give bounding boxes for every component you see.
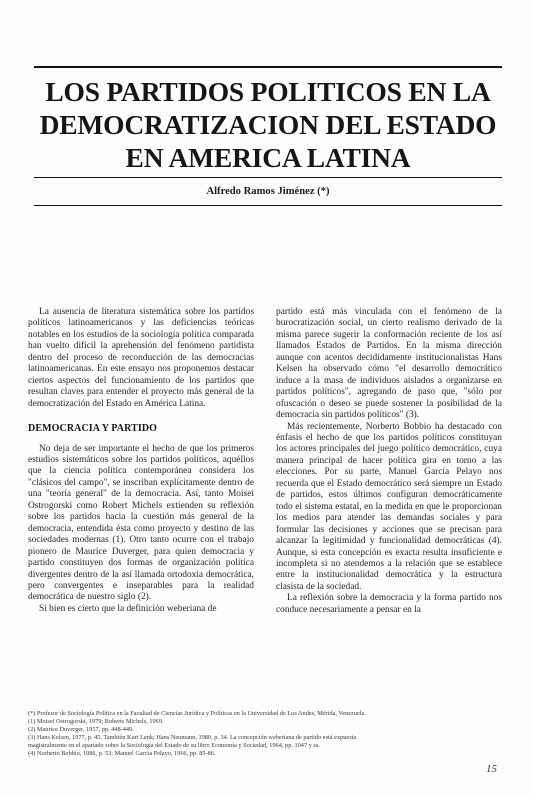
footnote: magistralmente en el apartado sobre la Sociología del Estado de su libro Economía y Sociedad, 1964, pp. 1047 y ss.	[28, 742, 320, 750]
footnote: (4) Norberto Bobbio, 1986, p. 53; Manuel García Pelayo, 1966, pp. 85-86.	[28, 750, 216, 758]
right-column	[276, 307, 502, 616]
title-line-1: LOS PARTIDOS POLITICOS EN LA	[45, 76, 491, 107]
body-paragraph: La reflexión sobre la democracia y la forma partido nos conduce necesariamente a pensar en la	[276, 593, 502, 615]
title-line-3: EN AMERICA LATINA	[125, 142, 411, 173]
article-title	[28, 75, 508, 174]
footnote: (1) Moisei Ostrogorski, 1979; Roberts Michels, 1969.	[28, 718, 164, 726]
title-line-2: DEMOCRATIZACION DEL ESTADO	[39, 109, 497, 140]
body-paragraph: Más recientemente, Norberto Bobbio ha destacado con énfasis el hecho de que los partidos políticos constituyan los actores principales del juego político democrático, cuya manera principal de hacer política gira en torno a las elecciones. Por su parte, Manuel García Pelayo nos recuerda que el Estado democrático será siempre un Estado de partidos, estos últimos configuran democráticamente todo el sistema estatal, en la medida en que le proporcionan los medios para atender las demandas sociales y para formular las decisiones y acciones que se precisan para alcanzar la legitimidad y funcionalidad democráticas (4). Aunque, si esta concepción es exacta resulta insuficiente e incompleta si no atendemos a la relación que se establece entre la institucionalidad democrática y la estructura clasista de la sociedad.	[276, 421, 502, 592]
author-byline: Alfredo Ramos Jiménez (*)	[206, 186, 330, 197]
page-number: 15	[486, 763, 497, 775]
body-paragraph: Si bien es cierto que la definición weberiana de	[39, 603, 217, 614]
left-column	[28, 307, 254, 615]
footnote: (3) Hans Kelsen, 1977, p. 45. También Kurt Lenk; Hans Neumann, 1980, p. 34. La concepción weberiana de partido está expuesta	[28, 734, 357, 742]
body-paragraph: partido está más vinculada con el fenómeno de la burocratización social, un cierto realismo derivado de la misma parece sugerir la conformación reciente de los así llamados Estados de Partidos. En la misma dirección aunque con acentos decididamente institucionalistas Hans Kelsen ha observado cómo "el desarrollo democrático induce a la masa de individuos aislados a organizarse en partidos políticos", agregando de paso que, "sólo por ofuscación o deseo se puede sostener la posibilidad de la democracia sin partidos políticos" (3).	[276, 307, 502, 421]
footnote: (2) Maurice Duverger, 1957, pp. 448-449.	[28, 726, 134, 734]
body-paragraph: No deja de ser importante el hecho de que los primeros estudios sistemáticos sobre los partidos políticos, aquéllos que la ciencia política contemporánea considera los "clásicos del campo", se inscriban explícitamente dentro de una "teoría general" de la democracia. Así, tanto Moisei Ostrogorski como Robert Michels extienden su reflexión sobre los partidos hacia la cuestión más general de la democracia, entendida ésta como proyecto y destino de las sociedades modernas (1). Otro tanto ocurre con el trabajo pionero de Maurice Duverger, para quien democracia y partido constituyen dos formas de organización política divergentes dentro de la así llamada ortodoxia democrática, pero convergentes e inseparables para la realidad democrática de nuestro siglo (2).	[28, 443, 254, 603]
footnotes	[28, 710, 504, 759]
footnote: (*) Profesor de Sociología Política en la Facultad de Ciencias Jurídica y Políticas en la Universidad de Los Andes, Mérida, Venezuela.	[28, 710, 366, 717]
section-heading: DEMOCRACIA Y PARTIDO	[28, 423, 158, 435]
intro-paragraph: La ausencia de literatura sistemática sobre los partidos políticos latinoamericanos y las deficiencias teóricas notables en los estudios de la sociología política comparada han vuelto difícil la aprehensión del fenómeno partidista dentro del proceso de reconducción de las democracias latinoamericanas. En este ensayo nos proponemos destacar ciertos aspectos del funcionamiento de los partidos que resultan claves para entender el proyecto más general de la democratización del Estado en América Latina.	[28, 307, 254, 409]
title-rule	[34, 177, 502, 178]
top-rule	[34, 66, 502, 68]
author-rule	[34, 205, 502, 206]
